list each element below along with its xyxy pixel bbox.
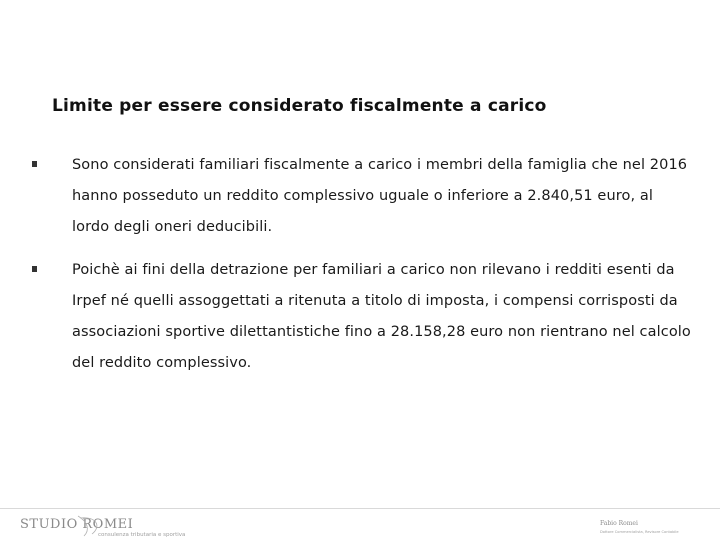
logo-left-text: STUDIO ROMEI bbox=[20, 517, 134, 532]
bullet-text: Poichè ai fini della detrazione per familiari a carico non rilevano i redditi esenti da Irpef né quelli assoggettati a ritenuta a titolo di imposta, i compensi corrisposti da associazioni sportive dilettantistiche fino a 28.158,28 euro non rientrano nel calcolo del reddito complessivo. bbox=[72, 262, 691, 371]
bullet-text: Sono considerati familiari fiscalmente a carico i membri della famiglia che nel 2016 hanno posseduto un reddito complessivo uguale o inferiore a 2.840,51 euro, al lordo degli oneri deducibili. bbox=[72, 157, 688, 235]
slide-title: Limite per essere considerato fiscalmente a carico bbox=[52, 96, 547, 116]
studio-romei-logo bbox=[18, 512, 218, 538]
bullet-list bbox=[32, 150, 692, 391]
logo-right-name: Fabio Romei bbox=[600, 520, 638, 527]
square-bullet-icon bbox=[32, 161, 37, 167]
signature-logo bbox=[600, 518, 710, 536]
logo-left-tagline: consulenza tributaria e sportiva bbox=[98, 532, 186, 538]
bullet-item bbox=[32, 255, 692, 379]
footer-divider bbox=[0, 508, 720, 509]
square-bullet-icon bbox=[32, 266, 37, 272]
logo-right-subtitle: Dottore Commercialista, Revisore Contabile bbox=[600, 530, 679, 534]
bullet-item bbox=[32, 150, 692, 243]
